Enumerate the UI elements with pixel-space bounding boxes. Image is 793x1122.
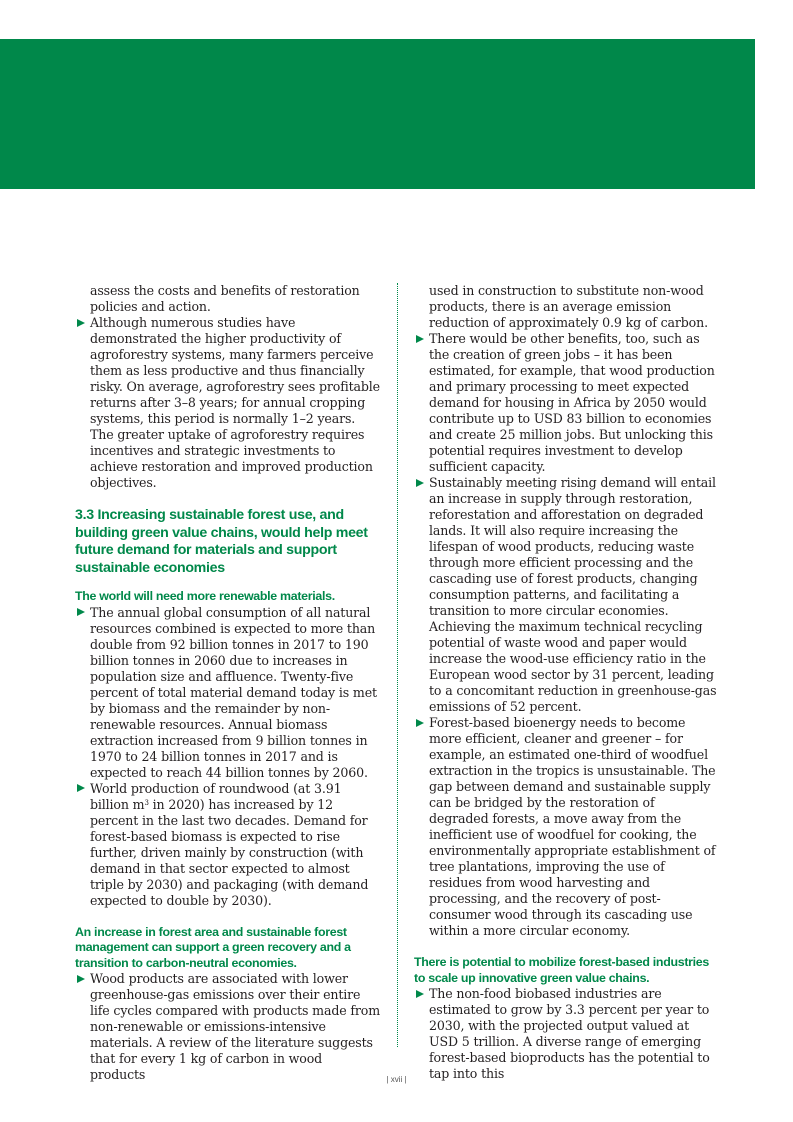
bullet-text: Although numerous studies have demonstrated the higher productivity of agroforestry systems, many farmers perceive them as less productive and thus financially risky. On average, agroforestry sees profitable returns after 3–8 years; for annual cropping systems, this period is normally 1–2 years. The greater uptake of agroforestry requires incentives and strategic investments to achieve restoration and improved production objectives. — [90, 315, 380, 490]
bullet-text: The non-food biobased industries are estimated to grow by 3.3 percent per year to 2030, with the projected output valued at USD 5 trillion. A diverse range of emerging forest-based bioproducts has the potential to tap into this — [429, 986, 710, 1081]
bullet-text: World production of roundwood (at 3.91 billion $m^3$ in 2020) has increased by 12 percent in the last two decades. Demand for forest-based biomass is expected to rise further, driven mainly by construction (with demand in that sector expected to almost triple by 2030) and packaging (with demand expected to double by 2030). — [90, 780, 369, 908]
list-item — [75, 781, 380, 909]
header-banner — [0, 39, 755, 189]
list-item — [414, 475, 717, 715]
list-item — [414, 715, 717, 939]
column-divider — [397, 283, 398, 1047]
right-column — [414, 283, 717, 1082]
bullet-text: The annual global consumption of all natural resources combined is expected to more than double from 92 billion tonnes in 2017 to 190 billion tonnes in 2060 due to increases in population size and affluence. Twenty-five percent of total material demand today is met by biomass and the remainder by non-renewable resources. Annual biomass extraction increased from 9 billion tonnes in 1970 to 24 billion tonnes in 2017 and is expected to reach 44 billion tonnes by 2060. — [90, 604, 377, 780]
left-column — [75, 283, 380, 1083]
triangle-bullet-icon — [77, 784, 85, 792]
continued-paragraph: used in construction to substitute non-wood products, there is an average emission reduction of approximately 0.9 kg of carbon. — [429, 283, 708, 330]
subheading: There is potential to mobilize forest-based industries to scale up innovative green value chains. — [414, 955, 709, 985]
list-item — [75, 971, 380, 1083]
triangle-bullet-icon — [416, 990, 424, 998]
bullet-text: Sustainably meeting rising demand will entail an increase in supply through restoration, reforestation and afforestation on degraded lands. It will also require increasing the lifespan of wood products, reducing waste through more efficient processing and the cascading use of forest products, changing consumption patterns, and facilitating a transition to more circular economies. Achieving the maximum technical recycling potential of waste wood and paper would increase the wood-use efficiency ratio in the European wood sector by 31 percent, leading to a concomitant reduction in greenhouse-gas emissions of 52 percent. — [429, 475, 717, 714]
list-item — [414, 986, 717, 1082]
triangle-bullet-icon — [416, 335, 424, 343]
list-item — [414, 331, 717, 475]
subheading: An increase in forest area and sustainable forest management can support a green recovery and a transition to carbon-neutral economies. — [75, 924, 351, 970]
bullet-text: Forest-based bioenergy needs to become more efficient, cleaner and greener – for example, an estimated one-third of woodfuel extraction in the tropics is unsustainable. The gap between demand and sustainable supply can be bridged by the restoration of degraded forests, a move away from the inefficient use of woodfuel for cooking, the environmentally appropriate establishment of tree plantations, improving the use of residues from wood harvesting and processing, and the recovery of post-consumer wood through its cascading use within a more circular economy. — [429, 715, 716, 938]
bullet-text: Wood products are associated with lower greenhouse-gas emissions over their entire life cycles compared with products made from non-renewable or emissions-intensive materials. A review of the literature suggests that for every 1 kg of carbon in wood products — [90, 971, 380, 1082]
continued-paragraph: assess the costs and benefits of restoration policies and action. — [90, 283, 360, 314]
triangle-bullet-icon — [416, 719, 424, 727]
triangle-bullet-icon — [77, 975, 85, 983]
bullet-text: There would be other benefits, too, such as the creation of green jobs – it has been estimated, for example, that wood production and primary processing to meet expected demand for housing in Africa by 2050 would contribute up to USD 83 billion to economies and create 25 million jobs. But unlocking this potential requires investment to develop sufficient capacity. — [429, 331, 715, 474]
section-heading: 3.3 Increasing sustainable forest use, and building green value chains, would help meet future demand for materials and support sustainable economies — [75, 507, 368, 576]
page-number: | xvii | — [386, 1075, 407, 1084]
triangle-bullet-icon — [77, 608, 85, 616]
triangle-bullet-icon — [416, 479, 424, 487]
list-item — [75, 605, 380, 781]
subheading: The world will need more renewable materials. — [75, 589, 335, 603]
triangle-bullet-icon — [77, 319, 85, 327]
list-item — [75, 315, 380, 491]
